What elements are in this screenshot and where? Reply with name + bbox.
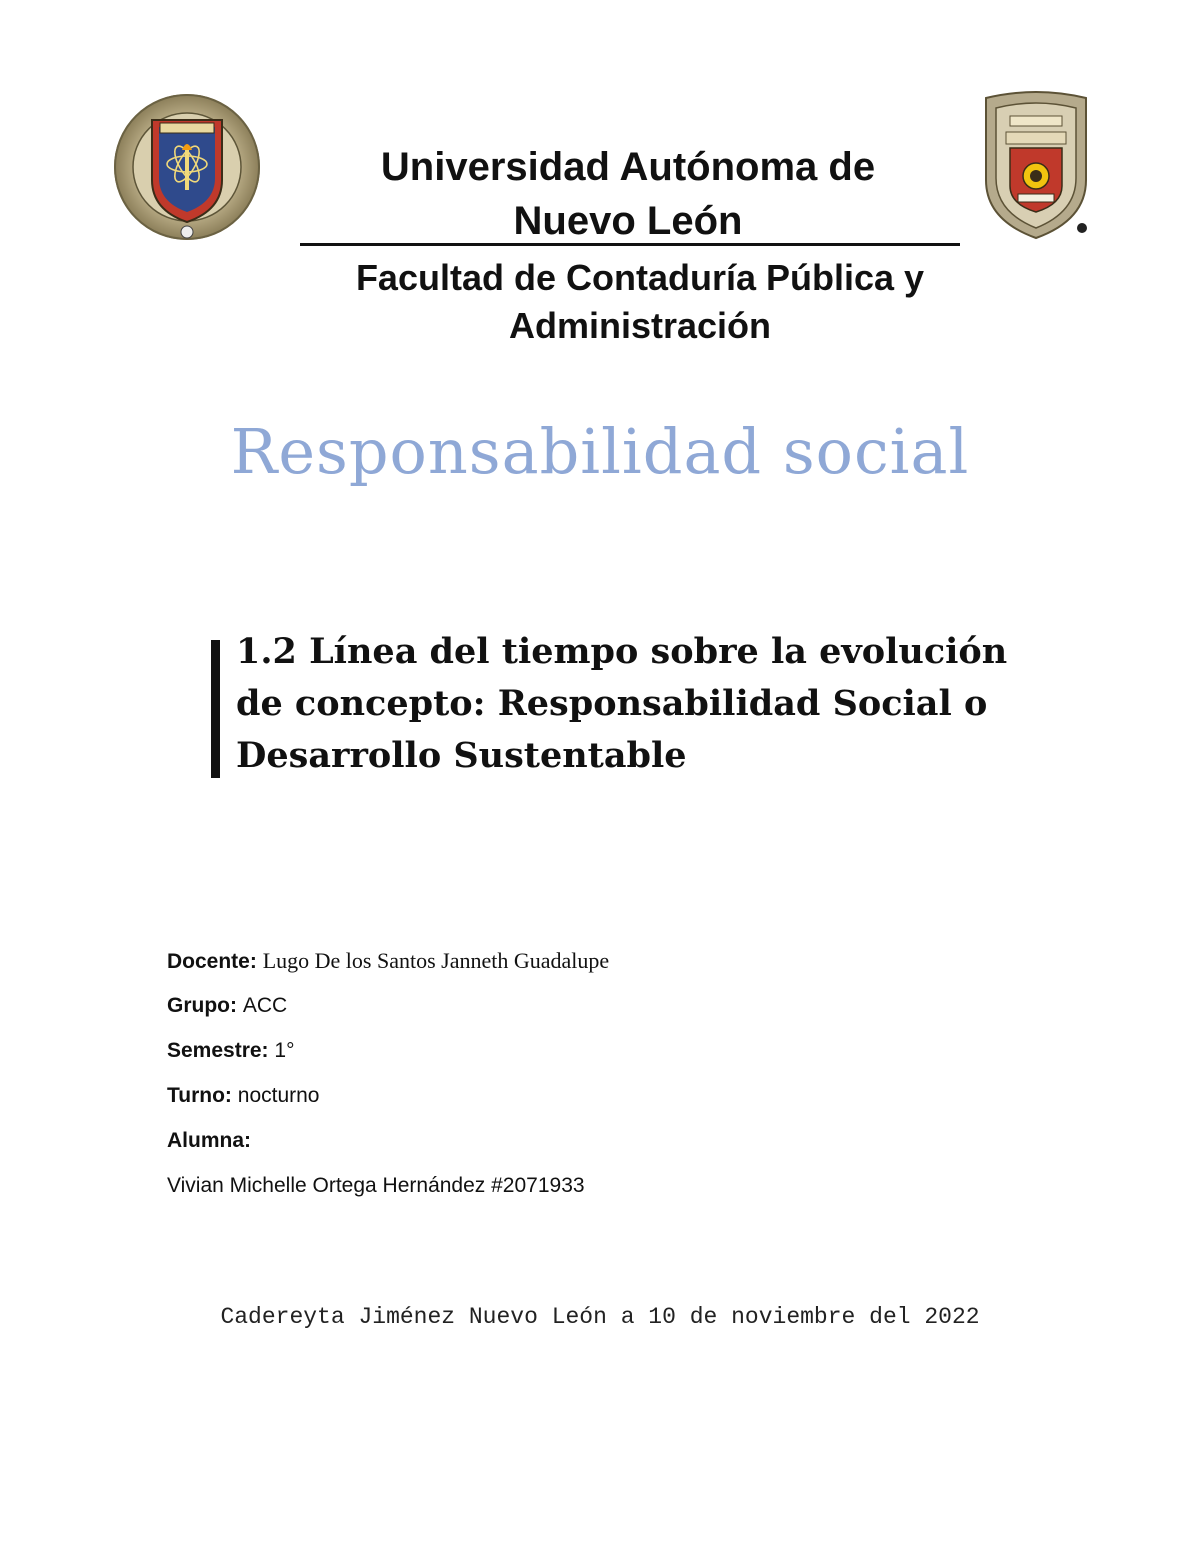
grupo-value: ACC xyxy=(242,994,288,1017)
docente-value: Lugo De los Santos Janneth Guadalupe xyxy=(262,948,610,973)
semestre-label: Semestre: xyxy=(167,1039,269,1062)
uanl-shield-icon xyxy=(112,92,262,242)
docente-row xyxy=(167,944,609,989)
fcpya-shield-icon xyxy=(976,90,1096,242)
turno-row xyxy=(167,1079,609,1124)
grupo-row xyxy=(167,989,609,1034)
docente-label: Docente: xyxy=(167,950,257,973)
faculty-title: Facultad de Contaduría Pública y Administración xyxy=(355,257,925,346)
uanl-logo xyxy=(112,92,262,242)
semestre-value: 1° xyxy=(274,1039,295,1062)
topic-heading: 1.2 Línea del tiempo sobre la evolución de concepto: Responsabilidad Social o Desarrollo Sustentable xyxy=(236,631,1008,776)
turno-label: Turno: xyxy=(167,1084,232,1107)
grupo-label: Grupo: xyxy=(167,994,237,1017)
details-block xyxy=(167,944,609,1214)
alumna-row xyxy=(167,1124,609,1169)
semestre-row xyxy=(167,1034,609,1079)
alumna-label: Alumna: xyxy=(167,1129,251,1152)
place-date: Cadereyta Jiménez Nuevo León a 10 de noviembre del 2022 xyxy=(220,1304,980,1330)
alumna-value-row xyxy=(167,1169,609,1214)
fcpya-logo xyxy=(976,90,1096,242)
title-divider xyxy=(300,243,960,246)
university-title: Universidad Autónoma de Nuevo León xyxy=(380,145,876,243)
alumna-value: Vivian Michelle Ortega Hernández #2071933 xyxy=(167,1174,585,1197)
subject-title: Responsabilidad social xyxy=(230,415,970,488)
turno-value: nocturno xyxy=(237,1084,320,1107)
topic-accent-bar xyxy=(211,640,220,778)
